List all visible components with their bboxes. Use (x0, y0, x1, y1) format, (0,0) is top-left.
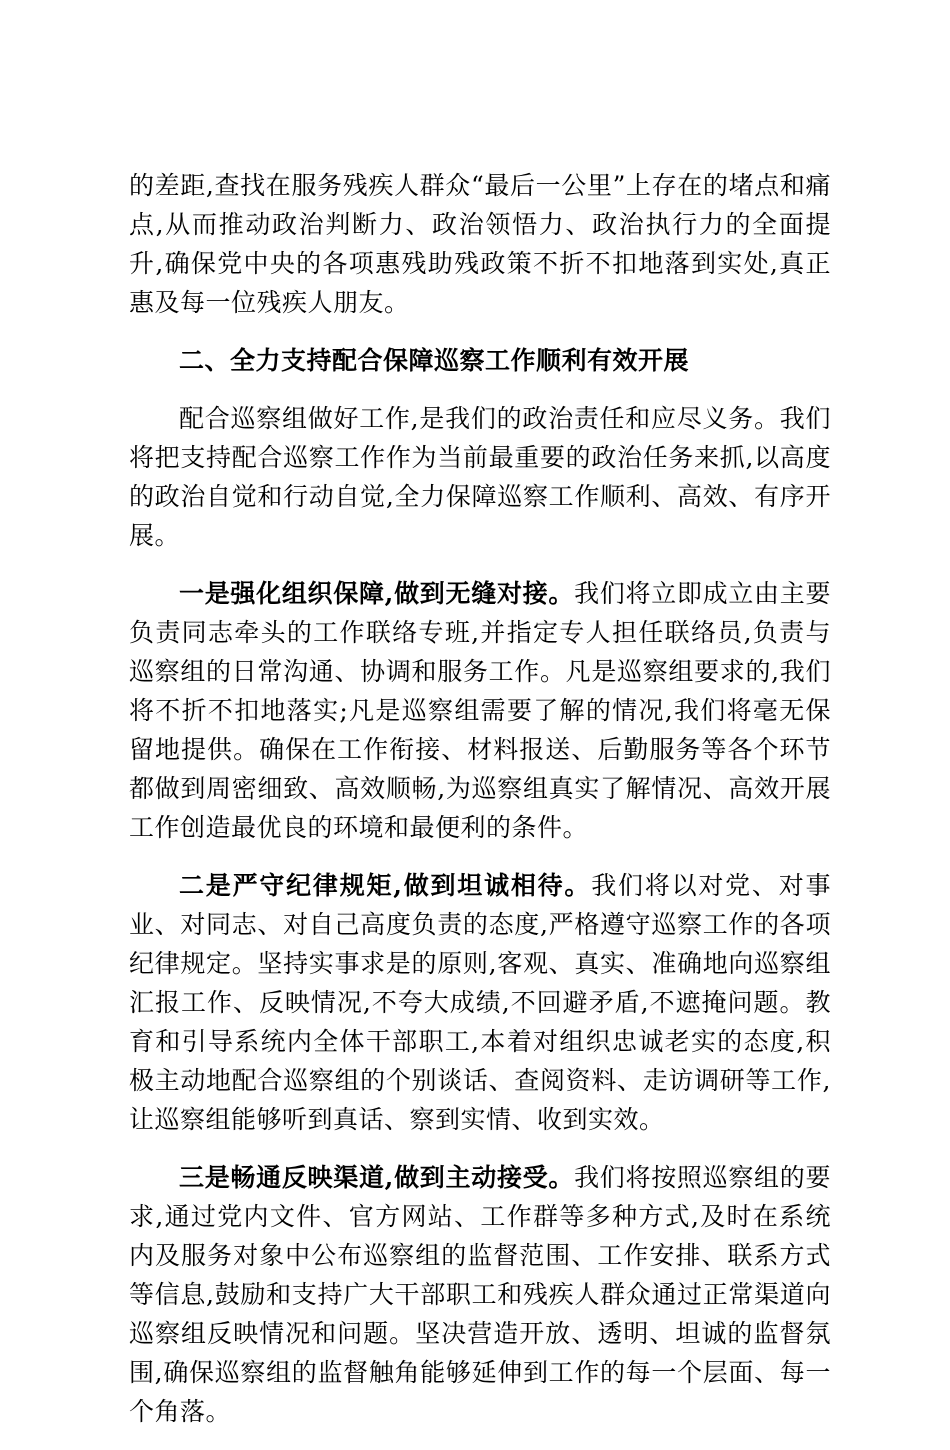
paragraph-continued: 的差距,查找在服务残疾人群众“最后一公里”上存在的堵点和痛点,从而推动政治判断力、政治领悟力、政治执行力的全面提升,确保党中央的各项惠残助残政策不折不扣地落到实处,真正惠及每一位残疾人朋友。 (129, 171, 831, 317)
point-2-body: 我们将以对党、对事业、对同志、对自己高度负责的态度,严格遵守巡察工作的各项纪律规定。坚持实事求是的原则,客观、真实、准确地向巡察组汇报工作、反映情况,不夸大成绩,不回避矛盾,不遮掩问题。教育和引导系统内全体干部职工,本着对组织忠诚老实的态度,积极主动地配合巡察组的个别谈话、查阅资料、走访调研等工作,让巡察组能够听到真话、察到实情、收到实效。 (129, 871, 831, 1134)
point-1-lead: 一是强化组织保障,做到无缝对接。 (179, 579, 575, 608)
point-1-body: 我们将立即成立由主要负责同志牵头的工作联络专班,并指定专人担任联络员,负责与巡察组的日常沟通、协调和服务工作。凡是巡察组要求的,我们将不折不扣地落实;凡是巡察组需要了解的情况,我们将毫无保留地提供。确保在工作衔接、材料报送、后勤服务等各个环节都做到周密细致、高效顺畅,为巡察组真实了解情况、高效开展工作创造最优良的环境和最便利的条件。 (129, 579, 831, 842)
point-3-lead: 三是畅通反映渠道,做到主动接受。 (179, 1163, 575, 1192)
paragraph-point-2 (129, 866, 831, 1139)
paragraph-point-1 (129, 574, 831, 847)
document-body (129, 166, 831, 1450)
paragraph-point-3 (129, 1158, 831, 1431)
point-2-lead: 二是严守纪律规矩,做到坦诚相待。 (179, 871, 592, 900)
section-heading: 二、全力支持配合保障巡察工作顺利有效开展 (179, 346, 690, 375)
paragraph-intro: 配合巡察组做好工作,是我们的政治责任和应尽义务。我们将把支持配合巡察工作作为当前最重要的政治任务来抓,以高度的政治自觉和行动自觉,全力保障巡察工作顺利、高效、有序开展。 (129, 404, 831, 550)
point-3-body: 我们将按照巡察组的要求,通过党内文件、官方网站、工作群等多种方式,及时在系统内及服务对象中公布巡察组的监督范围、工作安排、联系方式等信息,鼓励和支持广大干部职工和残疾人群众通过正常渠道向巡察组反映情况和问题。坚决营造开放、透明、坦诚的监督氛围,确保巡察组的监督触角能够延伸到工作的每一个层面、每一个角落。 (129, 1163, 831, 1426)
